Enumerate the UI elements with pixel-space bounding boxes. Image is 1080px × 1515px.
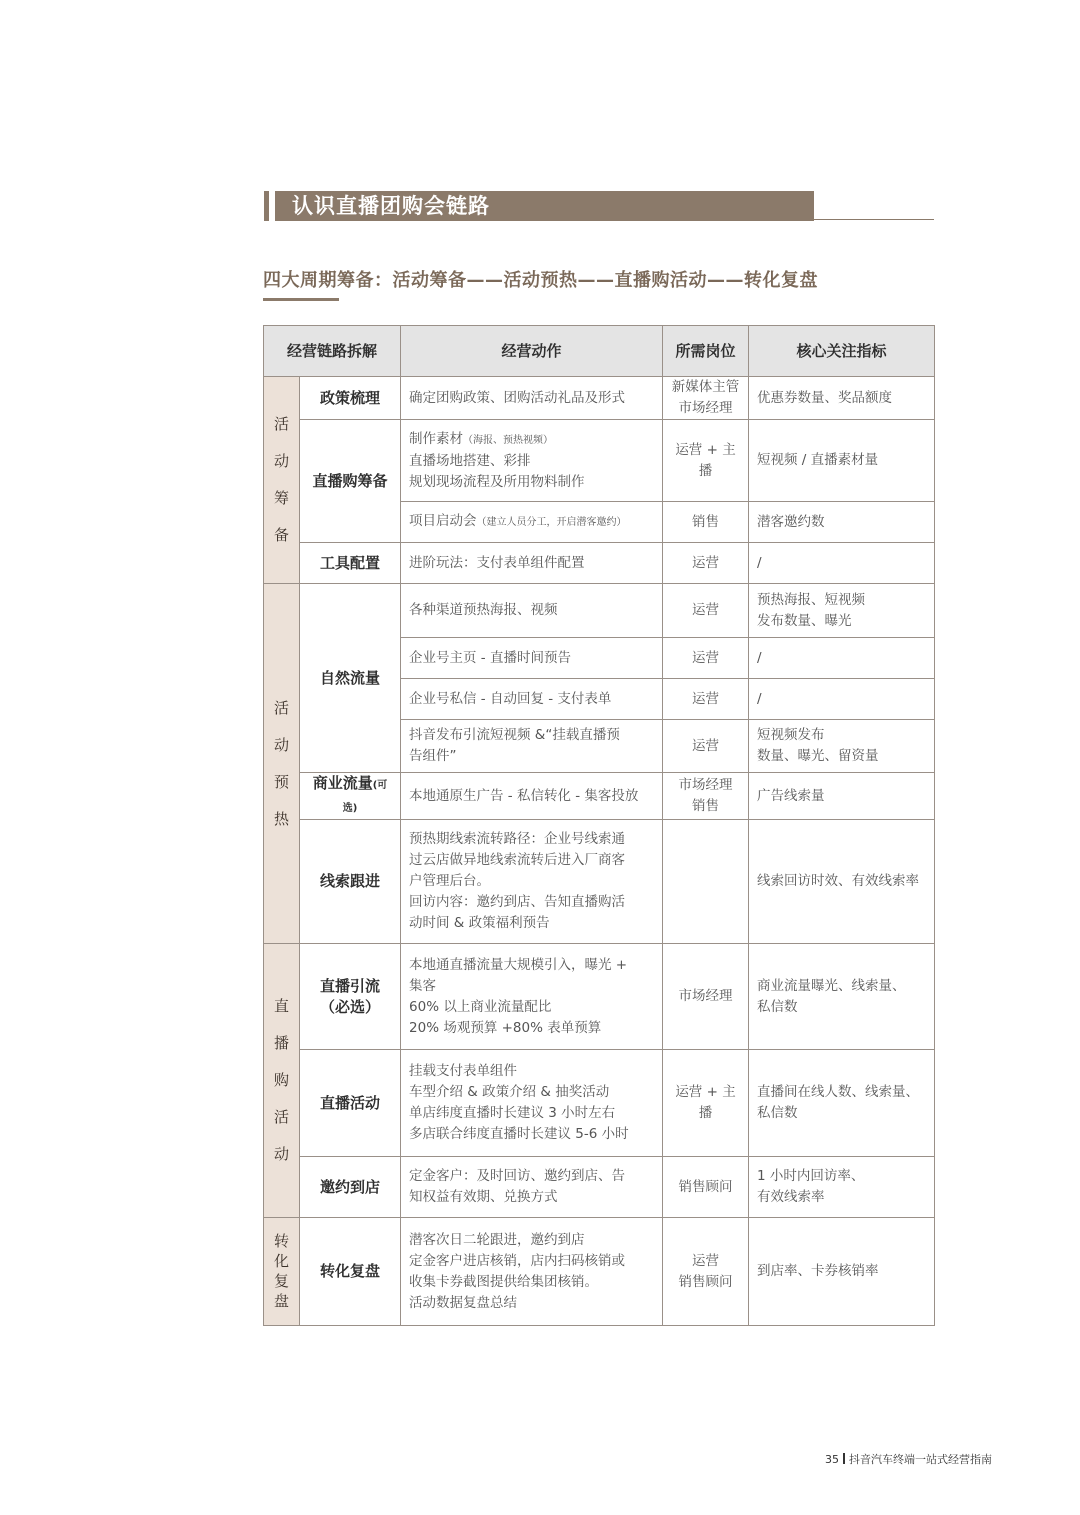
- action-cell: 确定团购政策、团购活动礼品及形式: [401, 377, 663, 420]
- action-note: （建立人员分工，开启潜客邀约）: [476, 517, 627, 528]
- action-cell: [401, 1050, 663, 1157]
- action-note: （海报、预热视频）: [463, 434, 554, 446]
- header-chain: 经营链路拆解: [264, 326, 401, 377]
- role-cell: 运营 + 主播: [663, 420, 749, 502]
- sub-category: 工具配置: [300, 543, 401, 584]
- sub-category: [300, 773, 401, 820]
- phase-label: 转化复盘: [273, 1232, 289, 1310]
- role-cell: [663, 773, 749, 820]
- role-cell: 运营: [663, 584, 749, 638]
- table-row: [264, 820, 935, 944]
- action-text: 挂载支付表单组件: [409, 1063, 518, 1079]
- role-line: 运营: [692, 1252, 720, 1269]
- action-text: 规划现场流程及所用物料制作: [409, 473, 585, 490]
- action-cell: 企业号主页 - 直播时间预告: [401, 638, 663, 679]
- action-text: 集客: [409, 977, 437, 994]
- action-cell: [401, 1218, 663, 1326]
- role-cell: [663, 1218, 749, 1326]
- metric-cell: [749, 584, 935, 638]
- section-accent-bar: [264, 191, 269, 221]
- action-text: 本地通直播流量大规模引入，曝光 +: [409, 956, 628, 973]
- metric-line: 1 小时内回访率、: [757, 1168, 865, 1184]
- phase-label: 直播购活动: [273, 997, 289, 1163]
- table-row: [264, 773, 935, 820]
- role-cell: [663, 377, 749, 420]
- section-header: [264, 191, 934, 221]
- metric-line: 发布数量、曝光: [757, 612, 852, 629]
- action-text: 知权益有效期、兑换方式: [409, 1189, 558, 1205]
- action-text: 活动数据复盘总结: [409, 1294, 518, 1311]
- sub-category-note: （必选）: [320, 997, 381, 1016]
- action-text: 动时间 & 政策福利预告: [409, 915, 550, 931]
- metric-cell: /: [749, 679, 935, 720]
- action-text: 收集卡券截图提供给集团核销。: [409, 1273, 599, 1290]
- role-line: 新媒体主管: [671, 379, 740, 395]
- sub-category: 政策梳理: [300, 377, 401, 420]
- sub-category: 转化复盘: [300, 1218, 401, 1326]
- action-text: 告组件”: [409, 748, 457, 764]
- subtitle-underline: [263, 298, 339, 301]
- table-row: [264, 584, 935, 638]
- metric-cell: [749, 1050, 935, 1157]
- table-header-row: [264, 326, 935, 377]
- section-rule: [814, 219, 934, 220]
- metric-cell: 广告线索量: [749, 773, 935, 820]
- phase-label: 活动筹备: [273, 415, 289, 544]
- sub-category-label: 直播引流: [320, 976, 381, 995]
- phase-cell: [264, 1218, 300, 1326]
- metric-line: 有效线索率: [757, 1189, 825, 1205]
- sub-category: 直播活动: [300, 1050, 401, 1157]
- action-cell: 各种渠道预热海报、视频: [401, 584, 663, 638]
- action-cell: 进阶玩法：支付表单组件配置: [401, 543, 663, 584]
- metric-cell: /: [749, 543, 935, 584]
- sub-category: [300, 944, 401, 1050]
- header-role: 所需岗位: [663, 326, 749, 377]
- table-row: [264, 944, 935, 1050]
- action-text: 60% 以上商业流量配比: [409, 998, 552, 1015]
- page-footer: [825, 1451, 992, 1467]
- footer-separator: [843, 1453, 845, 1464]
- action-text: 20% 场观预算 +80% 表单预算: [409, 1019, 602, 1036]
- guide-title: 抖音汽车终端一站式经营指南: [849, 1453, 992, 1466]
- phase-label: 活动预热: [273, 698, 289, 828]
- page-number: 35: [825, 1453, 839, 1466]
- role-cell: 销售顾问: [663, 1157, 749, 1218]
- action-text: 回访内容：邀约到店、告知直播购活: [409, 894, 626, 910]
- metric-line: 短视频发布: [757, 727, 825, 743]
- action-text: 定金客户：及时回访、邀约到店、告: [409, 1168, 626, 1184]
- role-line: 市场经理: [678, 777, 733, 793]
- action-text: 过云店做异地线索流转后进入厂商客: [409, 852, 626, 868]
- sub-category: 邀约到店: [300, 1157, 401, 1218]
- table-row: [264, 1218, 935, 1326]
- action-text: 多店联合纬度直播时长建议 5-6 小时: [409, 1126, 629, 1142]
- action-text: 单店纬度直播时长建议 3 小时左右: [409, 1105, 616, 1121]
- metric-line: 私信数: [757, 998, 798, 1015]
- role-cell: 运营: [663, 720, 749, 773]
- metric-cell: 短视频 / 直播素材量: [749, 420, 935, 502]
- role-cell: 销售: [663, 502, 749, 543]
- action-cell: [401, 820, 663, 944]
- action-text: 定金客户进店核销，店内扫码核销或: [409, 1252, 626, 1269]
- metric-line: 私信数: [757, 1105, 798, 1121]
- metric-line: 预热海报、短视频: [757, 591, 866, 608]
- role-line: 市场经理: [678, 400, 733, 416]
- phase-cell: [264, 377, 300, 584]
- action-cell: 本地通原生广告 - 私信转化 - 集客投放: [401, 773, 663, 820]
- phase-cell: [264, 944, 300, 1218]
- metric-cell: 线索回访时效、有效线索率: [749, 820, 935, 944]
- header-action: 经营动作: [401, 326, 663, 377]
- table-row: [264, 1050, 935, 1157]
- action-text: 抖音发布引流短视频 &“挂载直播预: [409, 727, 620, 743]
- subtitle: 四大周期筹备：活动筹备——活动预热——直播购活动——转化复盘: [263, 270, 818, 291]
- metric-cell: [749, 1157, 935, 1218]
- sub-category: 直播购筹备: [300, 420, 401, 543]
- table-row: [264, 377, 935, 420]
- table-row: [264, 543, 935, 584]
- table-row: [264, 1157, 935, 1218]
- section-title: 认识直播团购会链路: [292, 194, 490, 218]
- action-text: 预热期线索流转路径：企业号线索通: [409, 831, 626, 847]
- metric-line: 直播间在线人数、线索量、: [757, 1084, 920, 1100]
- action-text: 车型介绍 & 政策介绍 & 抽奖活动: [409, 1084, 610, 1100]
- metric-cell: /: [749, 638, 935, 679]
- action-text: 潜客次日二轮跟进，邀约到店: [409, 1231, 585, 1248]
- action-cell: [401, 420, 663, 502]
- role-cell: 运营 + 主播: [663, 1050, 749, 1157]
- header-metric: 核心关注指标: [749, 326, 935, 377]
- role-cell: 运营: [663, 679, 749, 720]
- action-text: 户管理后台。: [409, 873, 491, 889]
- metric-cell: [749, 720, 935, 773]
- action-text: 制作素材: [409, 430, 464, 447]
- action-cell: [401, 1157, 663, 1218]
- role-line: 销售顾问: [678, 1273, 733, 1290]
- sub-category: 自然流量: [300, 584, 401, 773]
- role-cell: 运营: [663, 543, 749, 584]
- action-cell: [401, 720, 663, 773]
- role-cell: [663, 820, 749, 944]
- operations-table: [263, 325, 935, 1326]
- action-cell: 企业号私信 - 自动回复 - 支付表单: [401, 679, 663, 720]
- metric-cell: [749, 944, 935, 1050]
- metric-cell: 潜客邀约数: [749, 502, 935, 543]
- metric-cell: 到店率、卡券核销率: [749, 1218, 935, 1326]
- phase-cell: [264, 584, 300, 944]
- role-cell: 市场经理: [663, 944, 749, 1050]
- table-row: [264, 420, 935, 502]
- sub-category-label: 商业流量: [312, 774, 373, 792]
- role-line: 销售: [692, 798, 720, 814]
- action-text: 直播场地搭建、彩排: [409, 452, 531, 469]
- role-cell: 运营: [663, 638, 749, 679]
- action-cell: [401, 944, 663, 1050]
- metric-line: 数量、曝光、留资量: [757, 748, 879, 764]
- sub-category: 线索跟进: [300, 820, 401, 944]
- action-cell: [401, 502, 663, 543]
- metric-cell: 优惠券数量、奖品额度: [749, 377, 935, 420]
- action-text: 项目启动会: [409, 513, 477, 529]
- sub-category-note: (可选): [342, 780, 388, 814]
- metric-line: 商业流量曝光、线索量、: [757, 977, 906, 994]
